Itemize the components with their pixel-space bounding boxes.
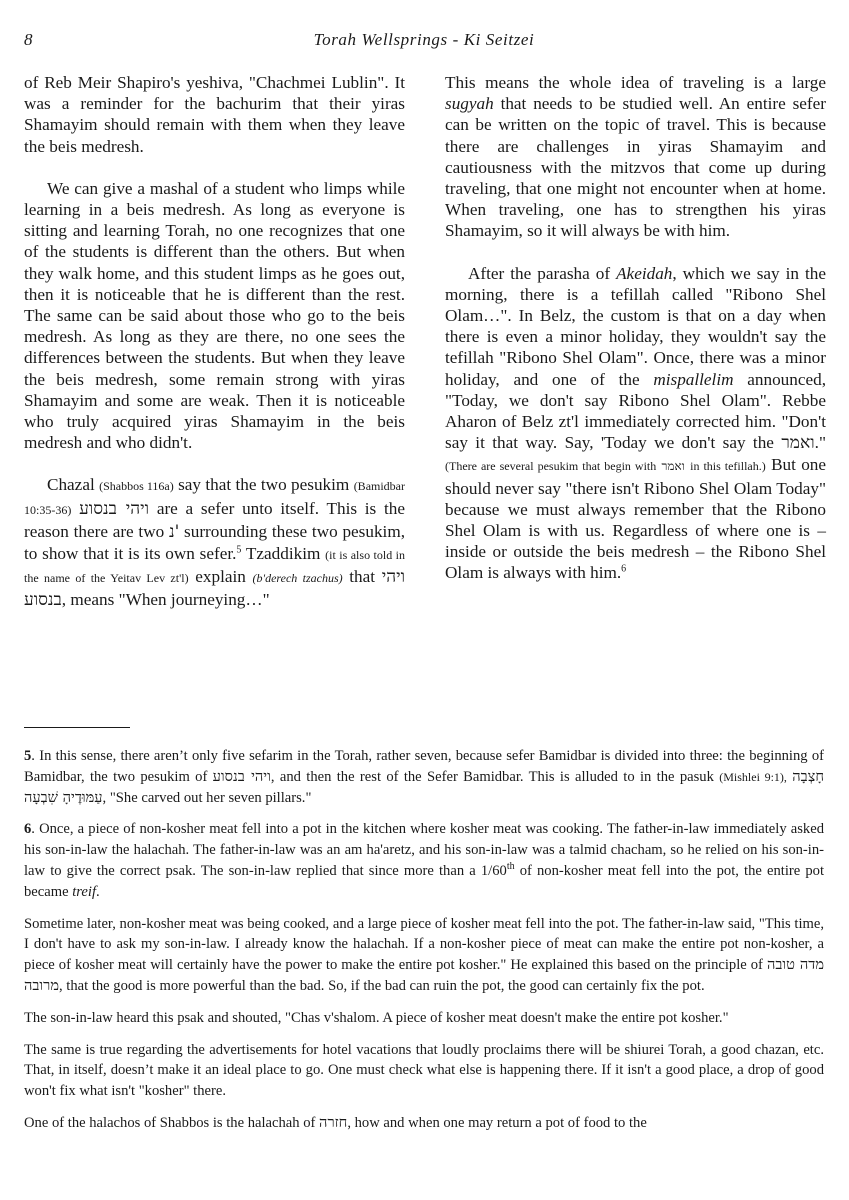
- paragraph: Chazal (Shabbos 116a) say that the two pesukim (Bamidbar 10:35-36) ויהי בנסוע are a sefer unto itself. This is the reason there are two נ' surrounding these two pesukim, to show that it is its own sefer.$^5$ Tzaddikim (it is also told in the name of the Yeitav Lev zt'l) explain (b'derech tzachus) that ויהי בנסוע, means "When journeying…": [24, 475, 406, 611]
- source-ref: (it is also told in the name of the Yeitav Lev zt'l): [24, 548, 406, 586]
- footnote-paragraph: One of the halachos of Shabbos is the halachah of חזרה, how and when one may return a pot of food to the: [24, 1113, 647, 1131]
- footnote-marker[interactable]: 5: [236, 544, 242, 556]
- footnote-5: 5. In this sense, there aren’t only five sefarim in the Torah, rather seven, because sefer Bamidbar is divided into three: the beginning of Bamidbar, the two pesukim of ויהי בנסוע, and then the rest of the Sefer Bamidbar. This is alluded to in the pasuk (Mishlei 9:1), חָצְבָה עַמּוּדֶיהָ שִׁבְעָה, "She carved out her seven pillars.": [24, 748, 824, 806]
- hebrew-text: ויהי בנסוע: [212, 767, 271, 785]
- running-title: Torah Wellsprings - Ki Seitzei: [313, 30, 535, 49]
- hebrew-text: מדה טובה מרובה: [24, 956, 824, 994]
- hebrew-text: ויהי בנסוע: [79, 498, 150, 519]
- hebrew-text: ואמר: [661, 459, 685, 474]
- source-ref: (Shabbos 116a): [99, 479, 174, 494]
- hebrew-text: נ': [168, 521, 180, 542]
- page-header: [24, 30, 824, 54]
- hebrew-text: ויהי בנסוע: [24, 567, 406, 611]
- source-ref: (b'derech tzachus): [252, 571, 343, 586]
- source-ref: (Mishlei 9:1),: [719, 769, 787, 784]
- paragraph: of Reb Meir Shapiro's yeshiva, "Chachmei Lublin". It was a reminder for the bachurim that their yiras Shamayim should remain with them when they leave the beis medresh.: [24, 73, 405, 156]
- footnote-paragraph: The same is true regarding the advertisements for hotel vacations that loudly proclaims there will be shiurei Torah, a good chazan, etc. That, in itself, doesn’t make it an ideal place to go. One must check what else is happening there. If it isn't a good place, a drop of good won't fix what isn't "kosher" there.: [24, 1041, 824, 1100]
- footnote-marker[interactable]: 6: [621, 563, 627, 575]
- paragraph: After the parasha of Akeidah, which we say in the morning, there is a tefillah called "Ribono Shel Olam…". In Belz, the custom is that on a day when there is even a minor holiday, they wouldn't say the tefillah "Ribono Shel Olam". Once, there was a minor holiday, and one of the mispallelim announced, "Today, we don't say Ribono Shel Olam". Rebbe Aharon of Belz zt'l immediately corrected him. "Don't say it that way. Say, 'Today we don't say the ואמר." (There are several pesukim that begin with ואמר in this tefillah.) But one should never say "there isn't Ribono Shel Olam Today" because we must always remember that the Ribono Shel Olam is with us. Regardless of where one is – inside or outside the beis medresh – the Ribono Shel Olam is always with him.$^6$: [445, 263, 827, 583]
- footnote-6: 6. Once, a piece of non-kosher meat fell into a pot in the kitchen where kosher meat was cooking. The father-in-law immediately asked his son-in-law the halachah. The father-in-law was an am ha'aretz, and his son-in-law was a talmid chacham, so he relied on his son-in-law to give the correct psak. The son-in-law replied that since more than a 1/60th of non-kosher meat fell into the pot, the entire pot became treif.: [24, 821, 824, 900]
- hebrew-text: חָצְבָה עַמּוּדֶיהָ שִׁבְעָה: [24, 767, 824, 806]
- source-ref: (Bamidbar 10:35-36): [24, 479, 406, 517]
- right-column: [445, 72, 826, 584]
- hebrew-text: ואמר: [781, 433, 815, 454]
- footnote-divider: [24, 727, 130, 728]
- left-column: [24, 72, 405, 612]
- footnotes: [24, 746, 824, 1134]
- footnote-paragraph: Sometime later, non-kosher meat was being cooked, and a large piece of kosher meat fell into the pot. The father-in-law said, "This time, I don't have to ask my son-in-law. I already know the halachah. If a non-kosher piece of meat can make the entire pot non-kosher, a piece of kosher meat will certainly have the power to make the entire pot kosher." He explained this based on the principle of מדה טובה מרובה, that the good is more powerful than the bad. So, if the bad can ruin the pot, the good can certainly fix the pot.: [24, 915, 824, 994]
- paragraph: We can give a mashal of a student who limps while learning in a beis medresh. As long as everyone is sitting and learning Torah, no one recognizes that one of the students is different than the others. But when they walk home, and this student limps as he goes out, then it is noticeable that he is different than the rest. The same can be said about those who go to the beis medresh. As long as they are there, no one sees the differences between the students. But when they leave the beis medresh, some remain strong with yiras Shamayim and some are weak. Then it is noticeable who truly acquired yiras Shamayim in the beis medresh and who didn't.: [24, 178, 405, 453]
- hebrew-text: חזרה: [319, 1113, 348, 1131]
- footnote-paragraph: The son-in-law heard this psak and shouted, "Chas v'shalom. A piece of kosher meat doesn't make the entire pot kosher.": [24, 1009, 729, 1026]
- paragraph: This means the whole idea of traveling is a large sugyah that needs to be studied well. An entire sefer can be written on the topic of travel. This is because there are challenges in yiras Shamayim and cautiousness with the mitzvos that come up during traveling, that one might not encounter when at home. When traveling, one has to strengthen his yiras Shamayim, so it will always be with him.: [445, 73, 826, 241]
- page-number: 8: [24, 30, 33, 49]
